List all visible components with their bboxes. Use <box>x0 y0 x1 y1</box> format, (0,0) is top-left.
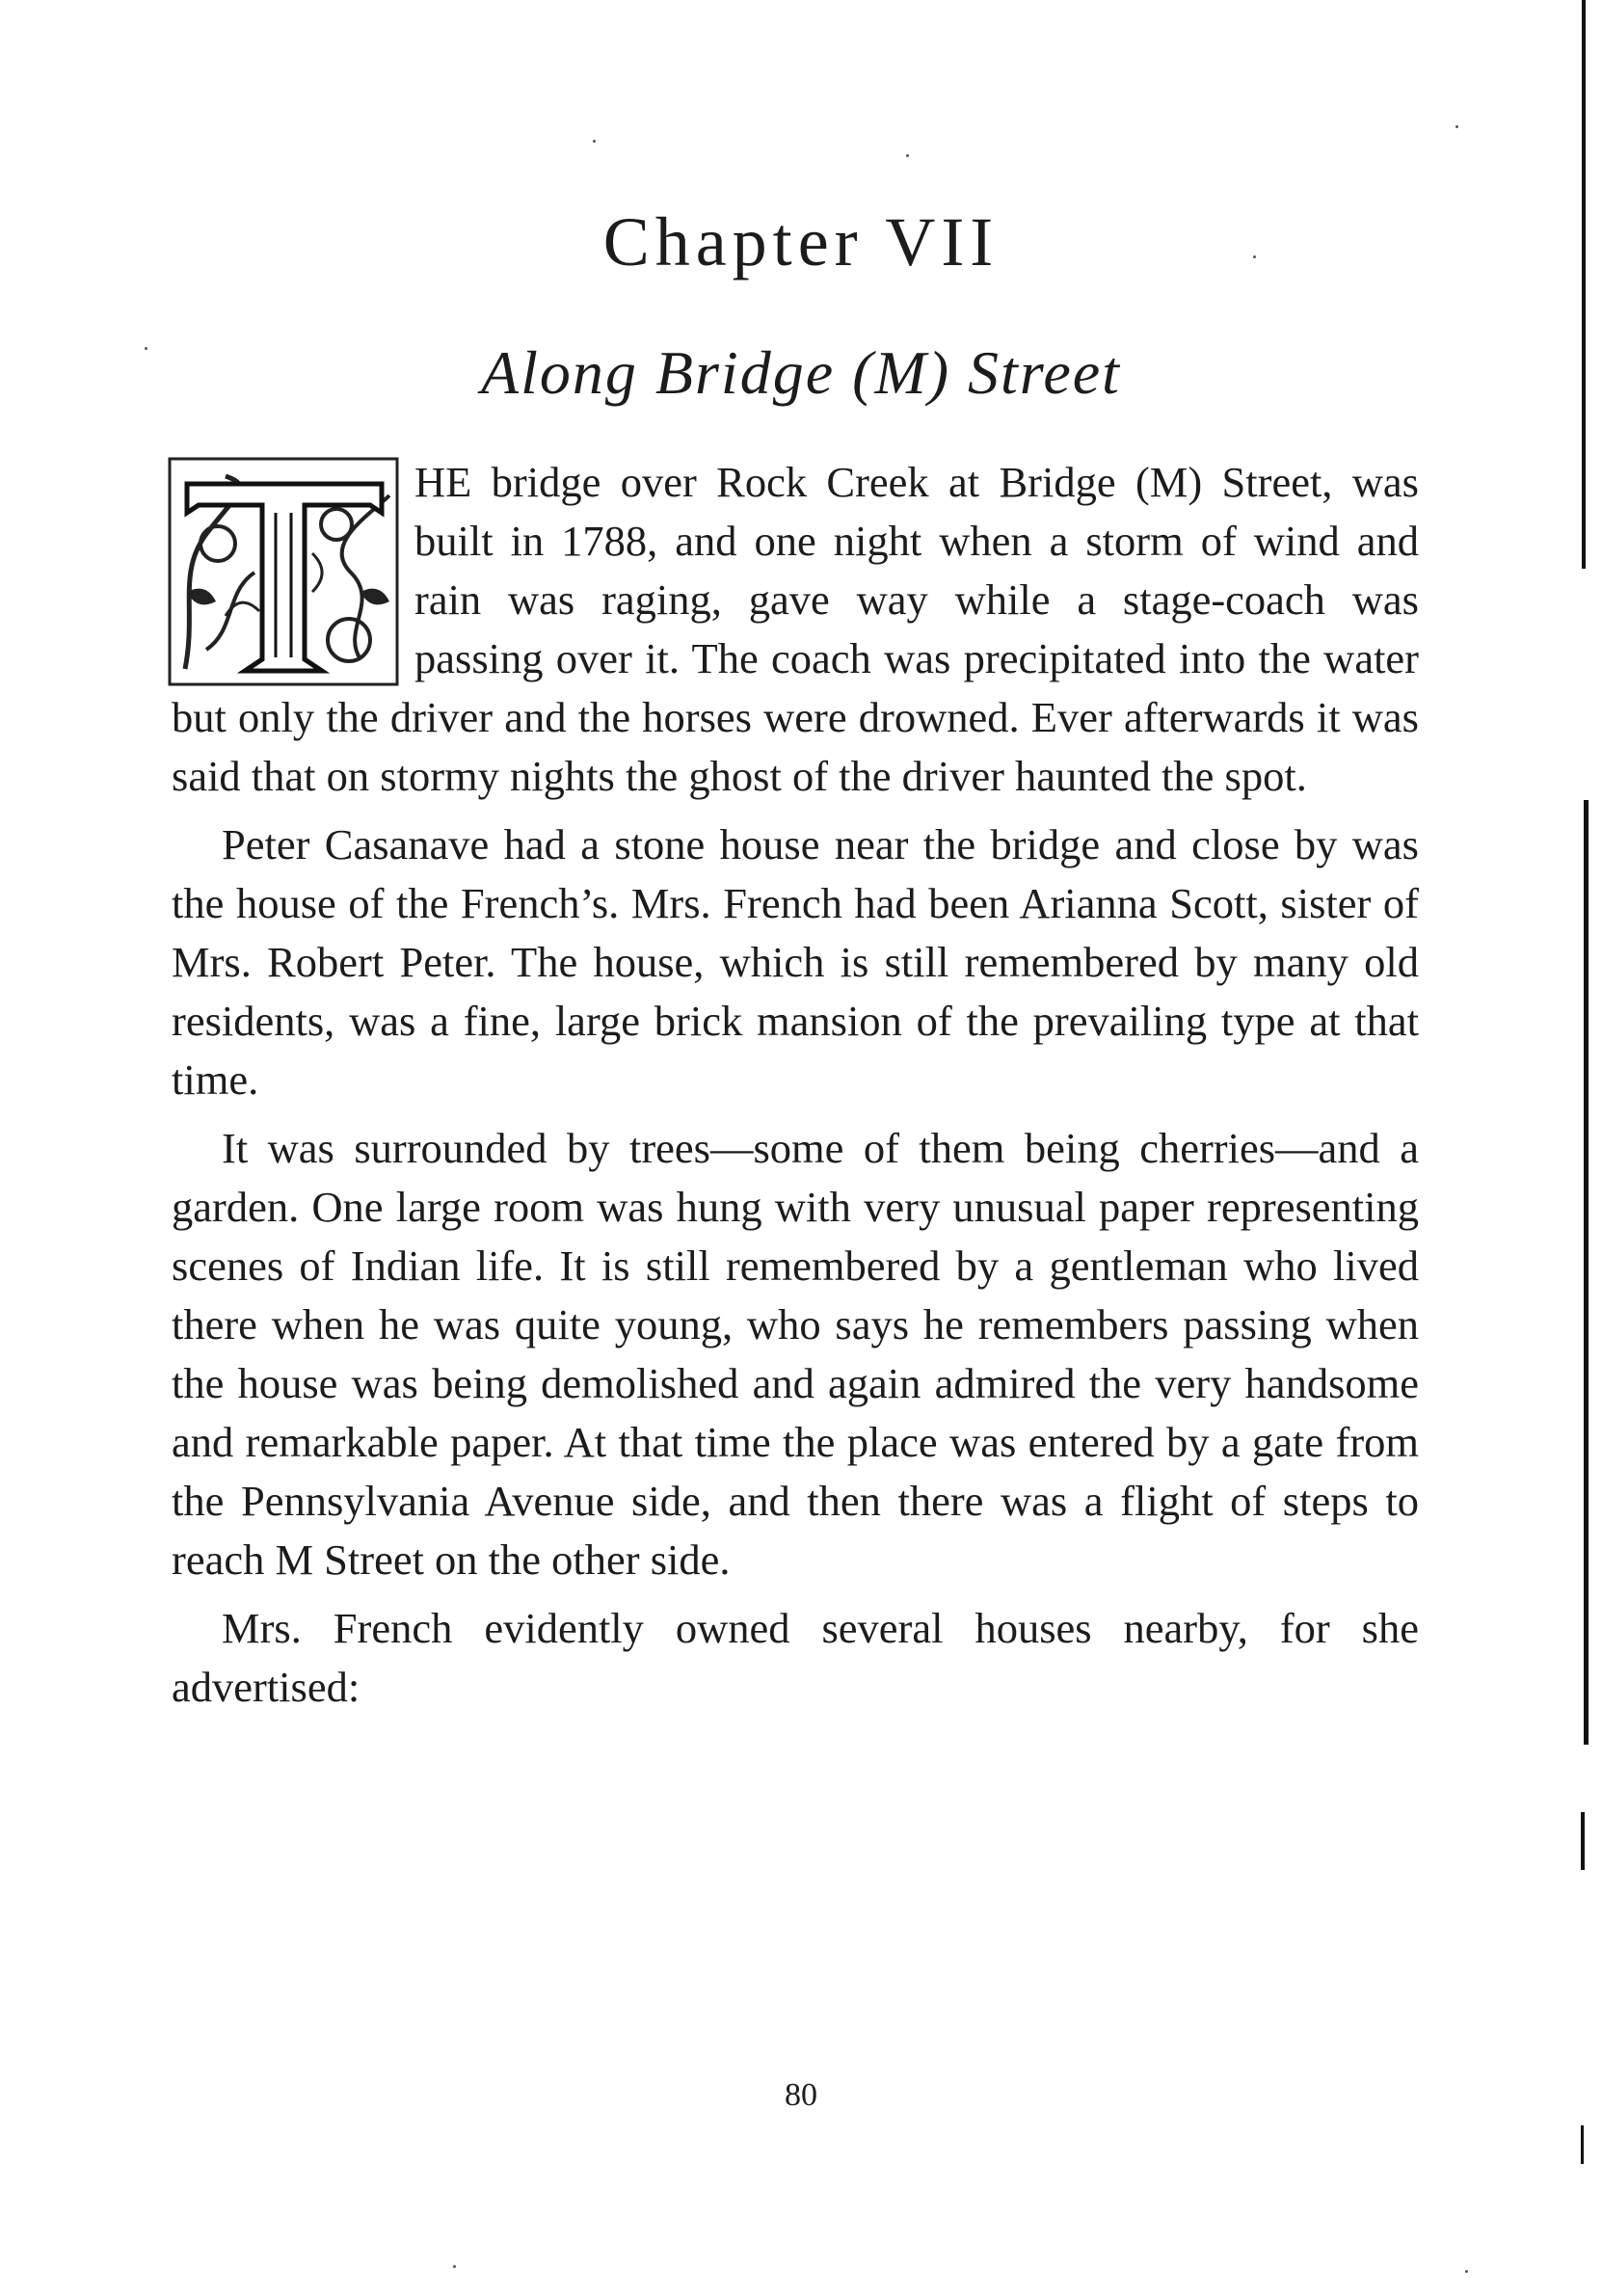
chapter-subtitle: Along Bridge (M) Street <box>481 338 1121 407</box>
scan-speck <box>1455 125 1458 128</box>
paragraph-1 <box>172 453 1419 806</box>
paragraph-1-lead: HE <box>414 458 472 506</box>
paragraph-2: Peter Casanave had a stone house near the bridge and close by was the house of the French’s. Mrs. French had been Arianna Scott, sister of Mrs. Robert Peter. The house, which is still remembered by many old residents, was a fine, large brick mansion of the prevailing type at that time. <box>172 820 1419 1104</box>
page-number: 80 <box>785 2077 817 2113</box>
scan-edge-line-notch <box>1581 1812 1585 1870</box>
scan-speck <box>1253 255 1256 258</box>
paragraph-1-text: bridge over Rock Creek at Bridge (M) Street, was built in 1788, and one night when a storm of wind and rain was raging, gave way while a stage-coach was passing over it. The coach was precipitated into the water but only the driver and the horses were drowned. Ever afterwards it was said that on stormy nights the ghost of the driver haunted the spot. <box>172 458 1419 800</box>
chapter-heading: Chapter VII <box>602 203 1000 280</box>
paragraph-4: Mrs. French evidently owned several houses nearby, for she advertised: <box>172 1604 1419 1711</box>
scan-edge-line-middle <box>1584 800 1589 1745</box>
scan-speck <box>1465 2270 1468 2273</box>
scan-speck <box>593 140 596 143</box>
ornamental-dropcap-t-icon <box>168 457 399 686</box>
scan-edge-line-bottom <box>1581 2125 1584 2164</box>
scan-speck <box>145 347 147 350</box>
paragraph-3: It was surrounded by trees—some of them being cherries—and a garden. One large room was hung with very unusual paper representing scenes of Indian life. It is still remembered by a gentleman who lived there when he was quite young, who says he remembers passing when the house was being demolished and again admired the very handsome and remarkable paper. At that time the place was entered by a gate from the Pennsylvania Avenue side, and then there was a flight of steps to reach M Street on the other side. <box>172 1124 1419 1584</box>
scan-edge-line-top <box>1582 0 1586 569</box>
scan-speck <box>453 2265 456 2268</box>
scan-speck <box>906 154 909 157</box>
body-text <box>172 453 1419 1726</box>
